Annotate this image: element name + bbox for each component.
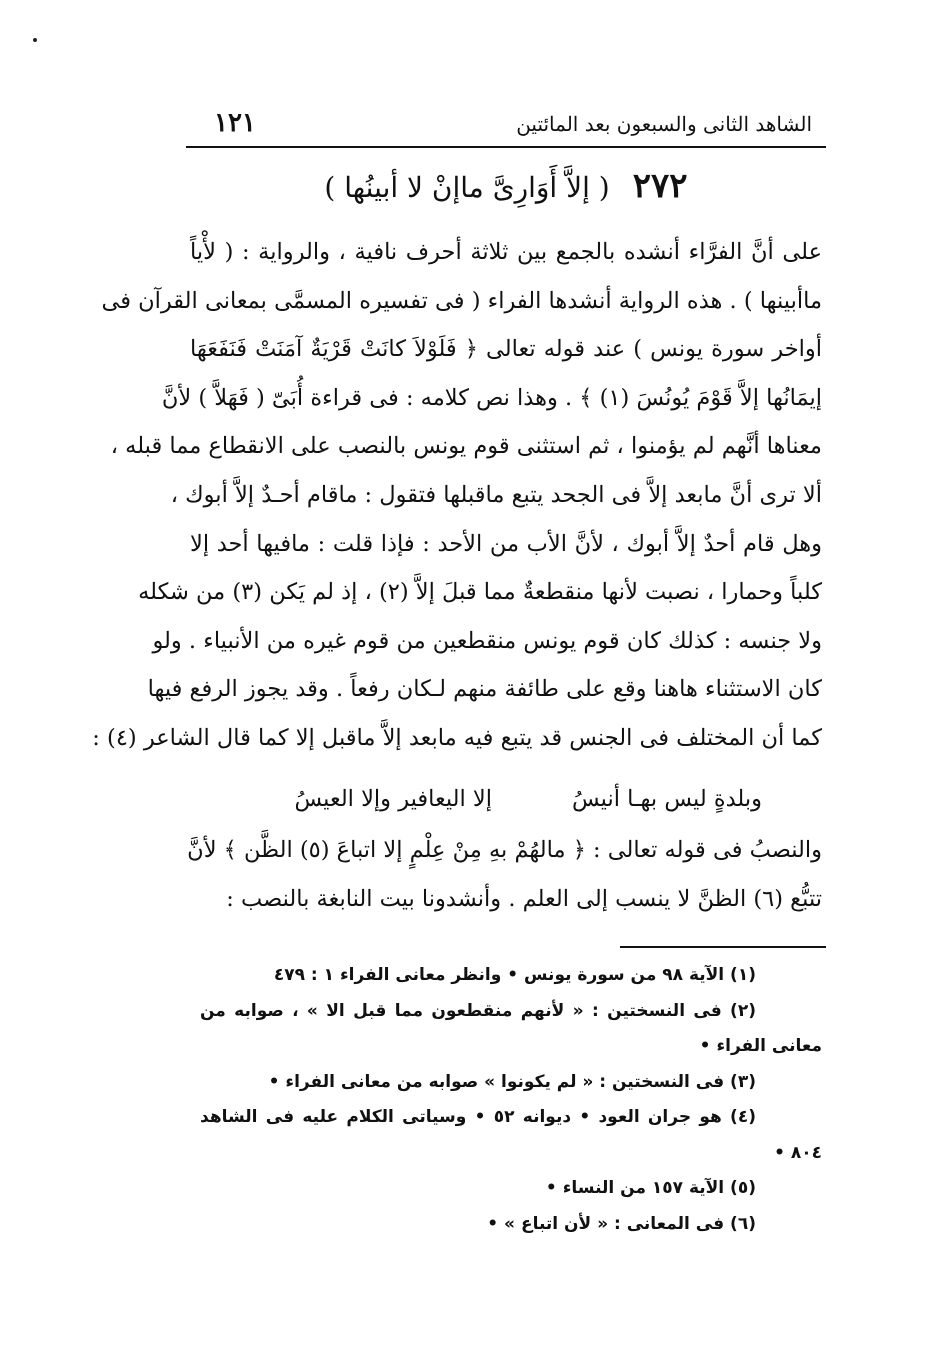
footnote-1: (١) الآية ٩٨ من سورة يونس • وانظر معانى الفراء ١ : ٤٧٩ bbox=[273, 965, 756, 985]
text-line: أواخر سورة يونس ) عند قوله تعالى ﴿ فَلَوْلاَ كانَتْ قَرْيَةٌ آمَنَتْ فَنَفَعَهَا bbox=[190, 336, 822, 363]
footnote-3: (٣) فى النسختين : « لم يكونوا » صوابه من معانى الفراء • bbox=[268, 1071, 756, 1092]
text-line: على أنَّ الفرَّاء أنشده بالجمع بين ثلاثة أحرف نافية ، والرواية : ( لأْياً bbox=[190, 239, 822, 265]
page-number: ١٢١ bbox=[214, 108, 256, 138]
section-number: ٢٧٢ bbox=[632, 166, 688, 206]
text-line: ولا جنسه : كذلك كان قوم يونس منقطعين من قوم غيره من الأنبياء . ولو bbox=[152, 627, 822, 654]
text-line: والنصبُ فى قوله تعالى : ﴿ مالهُمْ بهِ مِنْ عِلْمٍ إلا اتباعَ (٥) الظَّن ﴾ لأنَّ bbox=[187, 837, 822, 863]
text-line: كما أن المختلف فى الجنس قد يتبع فيه مابعد إلاَّ ماقبل إلا كما قال الشاعر (٤) : bbox=[92, 724, 822, 751]
footnote-rule bbox=[620, 946, 826, 948]
running-header bbox=[186, 104, 826, 144]
scan-speck bbox=[33, 38, 37, 42]
footnote-6: (٦) فى المعانى : « لأن اتباع » • bbox=[487, 1213, 756, 1234]
footnote-4: (٤) هو جران العود • ديوانه ٥٢ • وسياتى الكلام عليه فى الشاهد bbox=[200, 1107, 756, 1127]
body-text-continued bbox=[187, 826, 822, 923]
verse-first-hemistich: وبلدةٍ ليس بهـا أنيسُ bbox=[571, 786, 762, 812]
text-line: كلباً وحمارا ، نصبت لأنها منقطعةٌ مما قبلَ إلاَّ (٢) ، إذ لم يَكن (٣) من شكله bbox=[138, 579, 822, 606]
text-line: ماأبينها ) . هذه الرواية أنشدها الفراء ( فى تفسيره المسمَّى بمعانى القرآن فى bbox=[101, 287, 822, 314]
body-text bbox=[92, 228, 822, 763]
poetry-verse bbox=[190, 778, 822, 828]
footnote-2-continuation: معانى الفراء • bbox=[699, 1036, 822, 1056]
text-line: وهل قام أحدٌ إلاَّ أبوك ، لأنَّ الأب من الأحد : فإذا قلت : مافيها أحد إلا bbox=[190, 530, 822, 557]
footnotes bbox=[200, 958, 822, 1242]
footnote-2: (٢) فى النسختين : « لأنهم منقطعون مما قبل الا » ، صوابه من bbox=[200, 1000, 756, 1021]
header-rule bbox=[186, 146, 826, 148]
header-title: الشاهد الثانى والسبعون بعد المائتين bbox=[516, 112, 812, 136]
text-line: ألا ترى أنَّ مابعد إلاَّ فى الجحد يتبع ماقبلها فتقول : ماقام أحـدٌ إلاَّ أبوك ، bbox=[170, 481, 822, 508]
footnote-4-continuation: ٨٠٤ • bbox=[774, 1142, 822, 1163]
section-title: ( إلاَّ أَوَارِىَّ ماإنْ لا أبينُها ) bbox=[324, 171, 610, 204]
verse-second-hemistich: إلا اليعافير وإلا العيسُ bbox=[294, 786, 492, 812]
footnote-5: (٥) الآية ١٥٧ من النساء • bbox=[545, 1178, 756, 1198]
section-heading bbox=[186, 166, 826, 206]
text-line: إيمَانُها إلاَّ قَوْمَ يُونُسَ (١) ﴾ . وهذا نص كلامه : فى قراءة أُبَىّ ( فَهَلاَّ ) لأنَّ bbox=[161, 384, 822, 411]
text-line: تتبُّع (٦) الظنَّ لا ينسب إلى العلم . وأنشدونا بيت النابغة بالنصب : bbox=[226, 885, 822, 912]
text-line: معناها أنَّهم لم يؤمنوا ، ثم استثنى قوم يونس بالنصب على الانقطاع مما قبله ، bbox=[110, 433, 822, 460]
text-line: كان الاستثناء هاهنا وقع على طائفة منهم لـكان رفعاً . وقد يجوز الرفع فيها bbox=[147, 676, 822, 703]
